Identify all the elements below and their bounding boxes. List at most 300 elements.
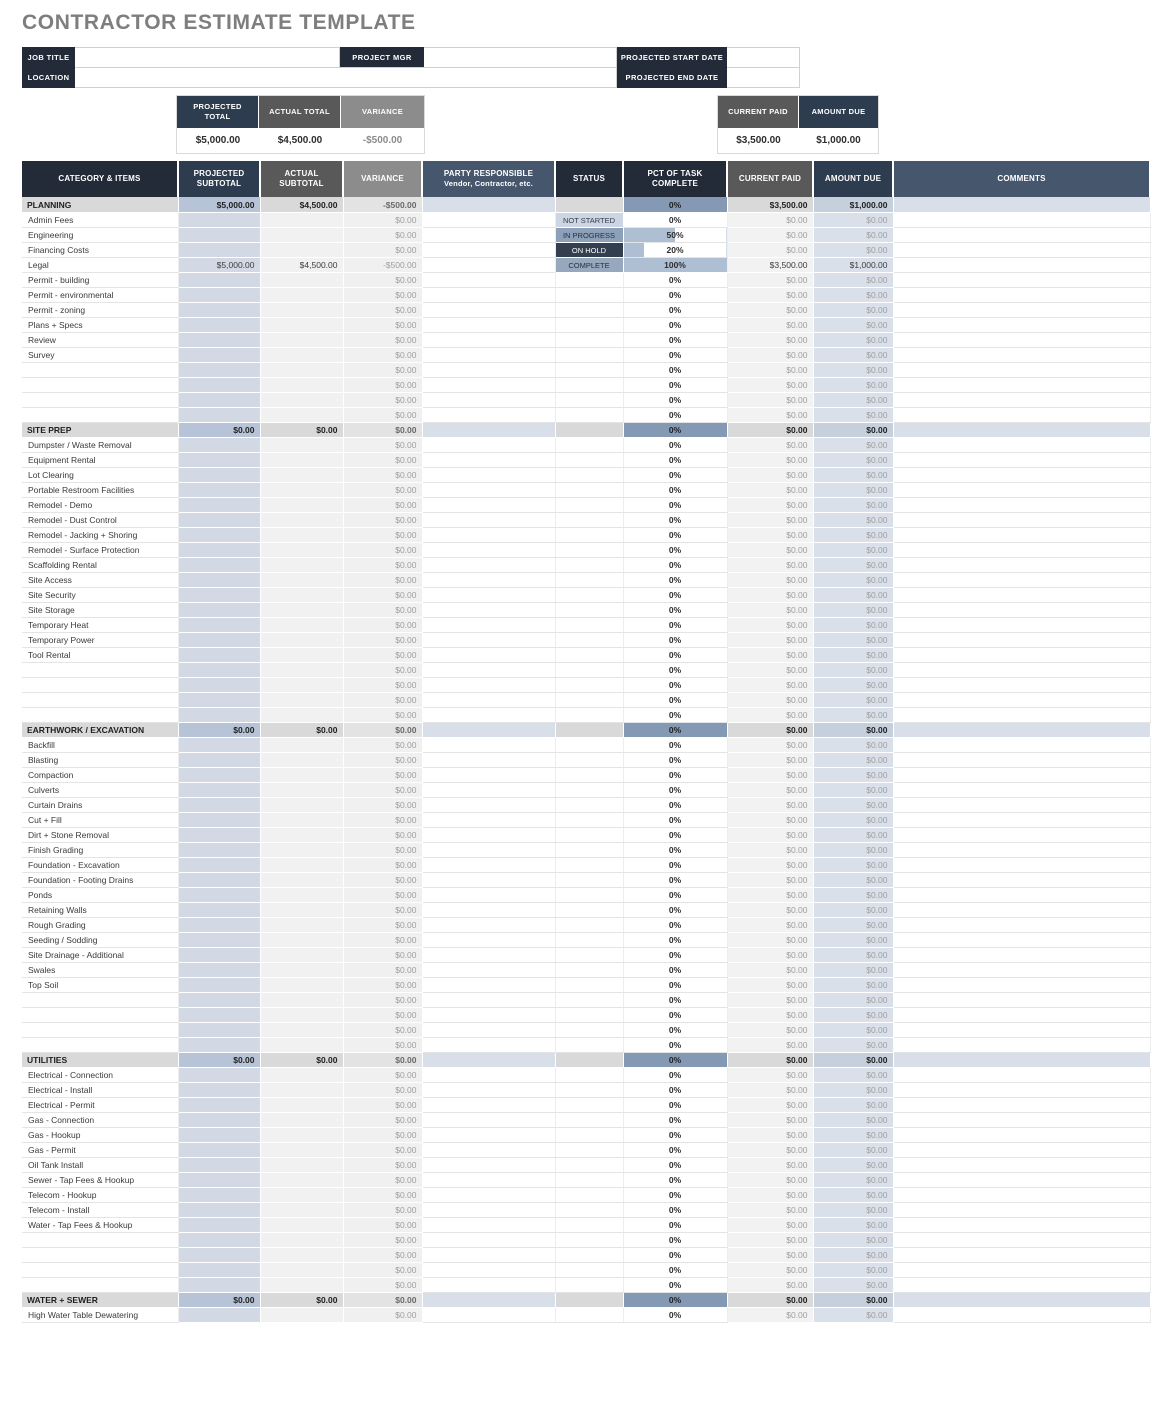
cell-pct-complete[interactable]: 0% [623,977,727,992]
cell-variance[interactable]: $0.00 [343,332,422,347]
cell-amount-due[interactable]: $0.00 [813,662,893,677]
cell-actual-subtotal[interactable] [260,377,343,392]
cell-pct-complete[interactable]: 0% [623,992,727,1007]
cell-comments[interactable] [893,962,1150,977]
cell-party-responsible[interactable] [422,1112,555,1127]
cell-amount-due[interactable]: $0.00 [813,392,893,407]
cell-variance[interactable]: $0.00 [343,482,422,497]
cell-pct-complete[interactable]: 0% [623,287,727,302]
cell-comments[interactable] [893,1097,1150,1112]
cell-current-paid[interactable]: $0.00 [727,827,813,842]
cell-category[interactable]: SITE PREP [22,422,178,437]
cell-actual-subtotal[interactable] [260,1262,343,1277]
cell-variance[interactable]: $0.00 [343,362,422,377]
cell-status[interactable] [555,872,623,887]
cell-projected-subtotal[interactable] [178,1247,260,1262]
cell-current-paid[interactable]: $0.00 [727,962,813,977]
cell-current-paid[interactable]: $0.00 [727,767,813,782]
cell-category[interactable]: Permit - building [22,272,178,287]
cell-comments[interactable] [893,1172,1150,1187]
current-paid-value[interactable]: $3,500.00 [718,128,799,153]
cell-category[interactable] [22,992,178,1007]
cell-comments[interactable] [893,992,1150,1007]
cell-party-responsible[interactable] [422,767,555,782]
cell-amount-due[interactable]: $0.00 [813,1277,893,1292]
cell-current-paid[interactable]: $0.00 [727,1262,813,1277]
cell-comments[interactable] [893,752,1150,767]
cell-amount-due[interactable]: $0.00 [813,437,893,452]
cell-actual-subtotal[interactable] [260,857,343,872]
cell-amount-due[interactable]: $0.00 [813,1022,893,1037]
cell-variance[interactable]: $0.00 [343,707,422,722]
cell-category[interactable] [22,392,178,407]
cell-actual-subtotal[interactable] [260,1097,343,1112]
amount-due-value[interactable]: $1,000.00 [799,128,878,153]
cell-current-paid[interactable]: $0.00 [727,992,813,1007]
cell-amount-due[interactable]: $0.00 [813,377,893,392]
cell-actual-subtotal[interactable] [260,1247,343,1262]
cell-party-responsible[interactable] [422,947,555,962]
cell-category[interactable]: Ponds [22,887,178,902]
cell-category[interactable] [22,377,178,392]
cell-amount-due[interactable]: $0.00 [813,302,893,317]
cell-projected-subtotal[interactable] [178,1112,260,1127]
cell-current-paid[interactable]: $0.00 [727,497,813,512]
cell-variance[interactable]: $0.00 [343,1097,422,1112]
cell-comments[interactable] [893,407,1150,422]
cell-category[interactable]: Portable Restroom Facilities [22,482,178,497]
cell-projected-subtotal[interactable]: $0.00 [178,1052,260,1067]
cell-variance[interactable]: $0.00 [343,1007,422,1022]
cell-comments[interactable] [893,707,1150,722]
cell-variance[interactable]: $0.00 [343,1052,422,1067]
cell-amount-due[interactable]: $0.00 [813,407,893,422]
cell-amount-due[interactable]: $0.00 [813,1247,893,1262]
cell-variance[interactable]: $0.00 [343,962,422,977]
cell-variance[interactable]: $0.00 [343,842,422,857]
cell-pct-complete[interactable]: 0% [623,1262,727,1277]
cell-variance[interactable]: $0.00 [343,932,422,947]
cell-current-paid[interactable]: $0.00 [727,647,813,662]
cell-status[interactable] [555,1307,623,1322]
cell-variance[interactable]: $0.00 [343,1172,422,1187]
cell-status[interactable] [555,917,623,932]
cell-actual-subtotal[interactable] [260,692,343,707]
cell-comments[interactable] [893,767,1150,782]
cell-pct-complete[interactable]: 0% [623,587,727,602]
cell-comments[interactable] [893,677,1150,692]
cell-party-responsible[interactable] [422,737,555,752]
cell-pct-complete[interactable]: 0% [623,377,727,392]
cell-actual-subtotal[interactable] [260,1307,343,1322]
cell-actual-subtotal[interactable]: $4,500.00 [260,197,343,212]
cell-category[interactable]: Legal [22,257,178,272]
cell-projected-subtotal[interactable] [178,1037,260,1052]
cell-comments[interactable] [893,587,1150,602]
cell-current-paid[interactable]: $0.00 [727,797,813,812]
cell-status[interactable] [555,1007,623,1022]
cell-pct-complete[interactable]: 0% [623,392,727,407]
cell-category[interactable]: Survey [22,347,178,362]
cell-variance[interactable]: $0.00 [343,902,422,917]
cell-projected-subtotal[interactable] [178,287,260,302]
cell-party-responsible[interactable] [422,932,555,947]
cell-pct-complete[interactable]: 0% [623,677,727,692]
cell-current-paid[interactable]: $0.00 [727,917,813,932]
cell-comments[interactable] [893,452,1150,467]
cell-party-responsible[interactable] [422,1127,555,1142]
cell-comments[interactable] [893,647,1150,662]
cell-projected-subtotal[interactable] [178,962,260,977]
cell-status[interactable] [555,1172,623,1187]
cell-comments[interactable] [893,482,1150,497]
cell-party-responsible[interactable] [422,362,555,377]
cell-status[interactable] [555,362,623,377]
cell-current-paid[interactable]: $0.00 [727,302,813,317]
cell-party-responsible[interactable] [422,317,555,332]
cell-pct-complete[interactable]: 0% [623,827,727,842]
cell-actual-subtotal[interactable] [260,1157,343,1172]
cell-projected-subtotal[interactable] [178,557,260,572]
cell-category[interactable]: Sewer - Tap Fees & Hookup [22,1172,178,1187]
cell-current-paid[interactable]: $0.00 [727,317,813,332]
cell-status[interactable] [555,1262,623,1277]
cell-projected-subtotal[interactable] [178,407,260,422]
cell-party-responsible[interactable] [422,527,555,542]
cell-pct-complete[interactable]: 0% [623,797,727,812]
cell-status[interactable] [555,392,623,407]
cell-actual-subtotal[interactable] [260,1007,343,1022]
cell-variance[interactable]: $0.00 [343,1307,422,1322]
cell-category[interactable]: Temporary Heat [22,617,178,632]
cell-status[interactable] [555,587,623,602]
cell-pct-complete[interactable]: 100% [623,257,727,272]
cell-actual-subtotal[interactable]: $4,500.00 [260,257,343,272]
cell-amount-due[interactable]: $0.00 [813,242,893,257]
cell-amount-due[interactable]: $0.00 [813,767,893,782]
cell-party-responsible[interactable] [422,1172,555,1187]
cell-status[interactable] [555,1112,623,1127]
cell-projected-subtotal[interactable] [178,377,260,392]
cell-current-paid[interactable]: $0.00 [727,347,813,362]
cell-variance[interactable]: $0.00 [343,767,422,782]
cell-variance[interactable]: $0.00 [343,1157,422,1172]
cell-category[interactable]: Compaction [22,767,178,782]
cell-party-responsible[interactable] [422,332,555,347]
cell-pct-complete[interactable]: 0% [623,1187,727,1202]
cell-pct-complete[interactable]: 0% [623,422,727,437]
cell-actual-subtotal[interactable] [260,1202,343,1217]
cell-current-paid[interactable]: $0.00 [727,227,813,242]
cell-actual-subtotal[interactable] [260,392,343,407]
cell-status[interactable] [555,1097,623,1112]
cell-status[interactable] [555,1202,623,1217]
cell-party-responsible[interactable] [422,962,555,977]
cell-variance[interactable]: $0.00 [343,1202,422,1217]
cell-current-paid[interactable]: $0.00 [727,1007,813,1022]
cell-variance[interactable]: $0.00 [343,722,422,737]
cell-actual-subtotal[interactable] [260,827,343,842]
cell-variance[interactable]: $0.00 [343,467,422,482]
cell-category[interactable]: Electrical - Permit [22,1097,178,1112]
cell-pct-complete[interactable]: 0% [623,947,727,962]
cell-variance[interactable]: $0.00 [343,227,422,242]
cell-status[interactable] [555,992,623,1007]
cell-current-paid[interactable]: $0.00 [727,1277,813,1292]
cell-current-paid[interactable]: $0.00 [727,887,813,902]
cell-status[interactable]: IN PROGRESS [555,227,623,242]
cell-comments[interactable] [893,737,1150,752]
cell-party-responsible[interactable] [422,1247,555,1262]
projected-start-date-input[interactable] [727,47,800,68]
cell-current-paid[interactable]: $0.00 [727,947,813,962]
cell-party-responsible[interactable] [422,1037,555,1052]
cell-amount-due[interactable]: $0.00 [813,557,893,572]
cell-category[interactable]: Remodel - Jacking + Shoring [22,527,178,542]
cell-variance[interactable]: $0.00 [343,1247,422,1262]
cell-amount-due[interactable]: $0.00 [813,1007,893,1022]
cell-variance[interactable]: $0.00 [343,587,422,602]
cell-current-paid[interactable]: $0.00 [727,1037,813,1052]
cell-current-paid[interactable]: $0.00 [727,737,813,752]
cell-category[interactable]: Temporary Power [22,632,178,647]
cell-party-responsible[interactable] [422,602,555,617]
cell-projected-subtotal[interactable] [178,1082,260,1097]
cell-comments[interactable] [893,662,1150,677]
cell-status[interactable] [555,272,623,287]
cell-pct-complete[interactable]: 0% [623,1127,727,1142]
cell-party-responsible[interactable] [422,212,555,227]
cell-pct-complete[interactable]: 0% [623,557,727,572]
cell-actual-subtotal[interactable] [260,677,343,692]
cell-amount-due[interactable]: $0.00 [813,1127,893,1142]
cell-current-paid[interactable]: $0.00 [727,332,813,347]
cell-amount-due[interactable]: $0.00 [813,1142,893,1157]
cell-projected-subtotal[interactable] [178,1232,260,1247]
cell-pct-complete[interactable]: 0% [623,752,727,767]
cell-amount-due[interactable]: $0.00 [813,902,893,917]
cell-pct-complete[interactable]: 0% [623,1217,727,1232]
cell-projected-subtotal[interactable] [178,752,260,767]
cell-current-paid[interactable]: $0.00 [727,812,813,827]
cell-amount-due[interactable]: $0.00 [813,1067,893,1082]
cell-status[interactable] [555,842,623,857]
cell-projected-subtotal[interactable] [178,1277,260,1292]
cell-category[interactable]: Financing Costs [22,242,178,257]
cell-projected-subtotal[interactable] [178,347,260,362]
cell-party-responsible[interactable] [422,557,555,572]
cell-amount-due[interactable]: $0.00 [813,917,893,932]
cell-pct-complete[interactable]: 0% [623,1202,727,1217]
cell-comments[interactable] [893,437,1150,452]
cell-pct-complete[interactable]: 0% [623,767,727,782]
cell-status[interactable] [555,1187,623,1202]
cell-pct-complete[interactable]: 0% [623,872,727,887]
cell-comments[interactable] [893,422,1150,437]
cell-pct-complete[interactable]: 0% [623,212,727,227]
cell-variance[interactable]: $0.00 [343,737,422,752]
cell-pct-complete[interactable]: 0% [623,1022,727,1037]
cell-projected-subtotal[interactable]: $5,000.00 [178,257,260,272]
cell-party-responsible[interactable] [422,842,555,857]
cell-actual-subtotal[interactable] [260,1172,343,1187]
cell-category[interactable]: Scaffolding Rental [22,557,178,572]
cell-pct-complete[interactable]: 0% [623,812,727,827]
cell-variance[interactable]: $0.00 [343,512,422,527]
cell-actual-subtotal[interactable] [260,437,343,452]
cell-status[interactable] [555,1082,623,1097]
cell-category[interactable]: Rough Grading [22,917,178,932]
cell-status[interactable] [555,1277,623,1292]
cell-actual-subtotal[interactable] [260,602,343,617]
cell-current-paid[interactable]: $0.00 [727,1127,813,1142]
cell-comments[interactable] [893,1277,1150,1292]
cell-party-responsible[interactable] [422,662,555,677]
cell-comments[interactable] [893,947,1150,962]
cell-current-paid[interactable]: $0.00 [727,587,813,602]
cell-party-responsible[interactable] [422,482,555,497]
cell-party-responsible[interactable] [422,467,555,482]
cell-party-responsible[interactable] [422,782,555,797]
cell-status[interactable] [555,932,623,947]
cell-status[interactable] [555,287,623,302]
cell-status[interactable]: COMPLETE [555,257,623,272]
cell-projected-subtotal[interactable] [178,272,260,287]
cell-party-responsible[interactable] [422,902,555,917]
cell-variance[interactable]: -$500.00 [343,257,422,272]
cell-category[interactable]: Remodel - Surface Protection [22,542,178,557]
cell-party-responsible[interactable] [422,422,555,437]
cell-amount-due[interactable]: $0.00 [813,992,893,1007]
cell-party-responsible[interactable] [422,722,555,737]
cell-current-paid[interactable]: $0.00 [727,557,813,572]
cell-party-responsible[interactable] [422,287,555,302]
cell-amount-due[interactable]: $0.00 [813,1187,893,1202]
cell-actual-subtotal[interactable] [260,617,343,632]
cell-variance[interactable]: $0.00 [343,1217,422,1232]
cell-status[interactable] [555,302,623,317]
cell-party-responsible[interactable] [422,812,555,827]
cell-status[interactable] [555,1052,623,1067]
cell-party-responsible[interactable] [422,1082,555,1097]
cell-projected-subtotal[interactable] [178,782,260,797]
cell-status[interactable] [555,512,623,527]
cell-projected-subtotal[interactable] [178,542,260,557]
cell-projected-subtotal[interactable] [178,632,260,647]
cell-amount-due[interactable]: $0.00 [813,1307,893,1322]
cell-status[interactable] [555,482,623,497]
cell-party-responsible[interactable] [422,1157,555,1172]
cell-category[interactable] [22,1007,178,1022]
cell-current-paid[interactable]: $0.00 [727,1097,813,1112]
cell-amount-due[interactable]: $0.00 [813,332,893,347]
cell-amount-due[interactable]: $0.00 [813,812,893,827]
cell-party-responsible[interactable] [422,647,555,662]
cell-party-responsible[interactable] [422,887,555,902]
cell-status[interactable]: ON HOLD [555,242,623,257]
cell-status[interactable] [555,422,623,437]
cell-variance[interactable]: $0.00 [343,992,422,1007]
cell-projected-subtotal[interactable] [178,902,260,917]
cell-actual-subtotal[interactable] [260,977,343,992]
cell-party-responsible[interactable] [422,872,555,887]
cell-category[interactable]: Site Security [22,587,178,602]
cell-current-paid[interactable]: $0.00 [727,1022,813,1037]
cell-current-paid[interactable]: $0.00 [727,1202,813,1217]
cell-projected-subtotal[interactable] [178,302,260,317]
cell-current-paid[interactable]: $0.00 [727,902,813,917]
cell-projected-subtotal[interactable] [178,467,260,482]
cell-status[interactable] [555,782,623,797]
cell-variance[interactable]: $0.00 [343,647,422,662]
cell-projected-subtotal[interactable] [178,692,260,707]
cell-comments[interactable] [893,1067,1150,1082]
cell-pct-complete[interactable]: 0% [623,527,727,542]
cell-projected-subtotal[interactable] [178,947,260,962]
cell-pct-complete[interactable]: 0% [623,1067,727,1082]
cell-actual-subtotal[interactable] [260,452,343,467]
cell-pct-complete[interactable]: 0% [623,722,727,737]
cell-actual-subtotal[interactable] [260,407,343,422]
cell-amount-due[interactable]: $0.00 [813,1217,893,1232]
cell-pct-complete[interactable]: 0% [623,1232,727,1247]
cell-actual-subtotal[interactable] [260,347,343,362]
cell-projected-subtotal[interactable] [178,767,260,782]
cell-projected-subtotal[interactable] [178,887,260,902]
cell-comments[interactable] [893,527,1150,542]
cell-actual-subtotal[interactable]: $0.00 [260,722,343,737]
cell-category[interactable]: Foundation - Footing Drains [22,872,178,887]
cell-variance[interactable]: $0.00 [343,1067,422,1082]
cell-pct-complete[interactable]: 0% [623,1292,727,1307]
cell-party-responsible[interactable] [422,272,555,287]
cell-comments[interactable] [893,257,1150,272]
cell-party-responsible[interactable] [422,1307,555,1322]
cell-variance[interactable]: $0.00 [343,422,422,437]
cell-category[interactable]: Plans + Specs [22,317,178,332]
cell-party-responsible[interactable] [422,632,555,647]
cell-current-paid[interactable]: $0.00 [727,452,813,467]
cell-category[interactable]: Telecom - Hookup [22,1187,178,1202]
cell-pct-complete[interactable]: 0% [623,602,727,617]
cell-variance[interactable]: $0.00 [343,617,422,632]
cell-amount-due[interactable]: $0.00 [813,467,893,482]
cell-amount-due[interactable]: $0.00 [813,212,893,227]
cell-category[interactable]: EARTHWORK / EXCAVATION [22,722,178,737]
projected-total-value[interactable]: $5,000.00 [177,128,259,153]
cell-variance[interactable]: $0.00 [343,572,422,587]
cell-variance[interactable]: $0.00 [343,692,422,707]
cell-projected-subtotal[interactable] [178,812,260,827]
cell-category[interactable] [22,1277,178,1292]
cell-actual-subtotal[interactable] [260,272,343,287]
cell-current-paid[interactable]: $0.00 [727,1307,813,1322]
cell-party-responsible[interactable] [422,377,555,392]
cell-current-paid[interactable]: $0.00 [727,1142,813,1157]
cell-pct-complete[interactable]: 0% [623,407,727,422]
cell-amount-due[interactable]: $0.00 [813,272,893,287]
cell-projected-subtotal[interactable] [178,917,260,932]
cell-variance[interactable]: $0.00 [343,407,422,422]
cell-projected-subtotal[interactable] [178,362,260,377]
cell-amount-due[interactable]: $0.00 [813,872,893,887]
cell-projected-subtotal[interactable] [178,392,260,407]
cell-variance[interactable]: $0.00 [343,1082,422,1097]
cell-category[interactable] [22,1022,178,1037]
cell-pct-complete[interactable]: 0% [623,842,727,857]
cell-comments[interactable] [893,242,1150,257]
cell-variance[interactable]: $0.00 [343,1022,422,1037]
